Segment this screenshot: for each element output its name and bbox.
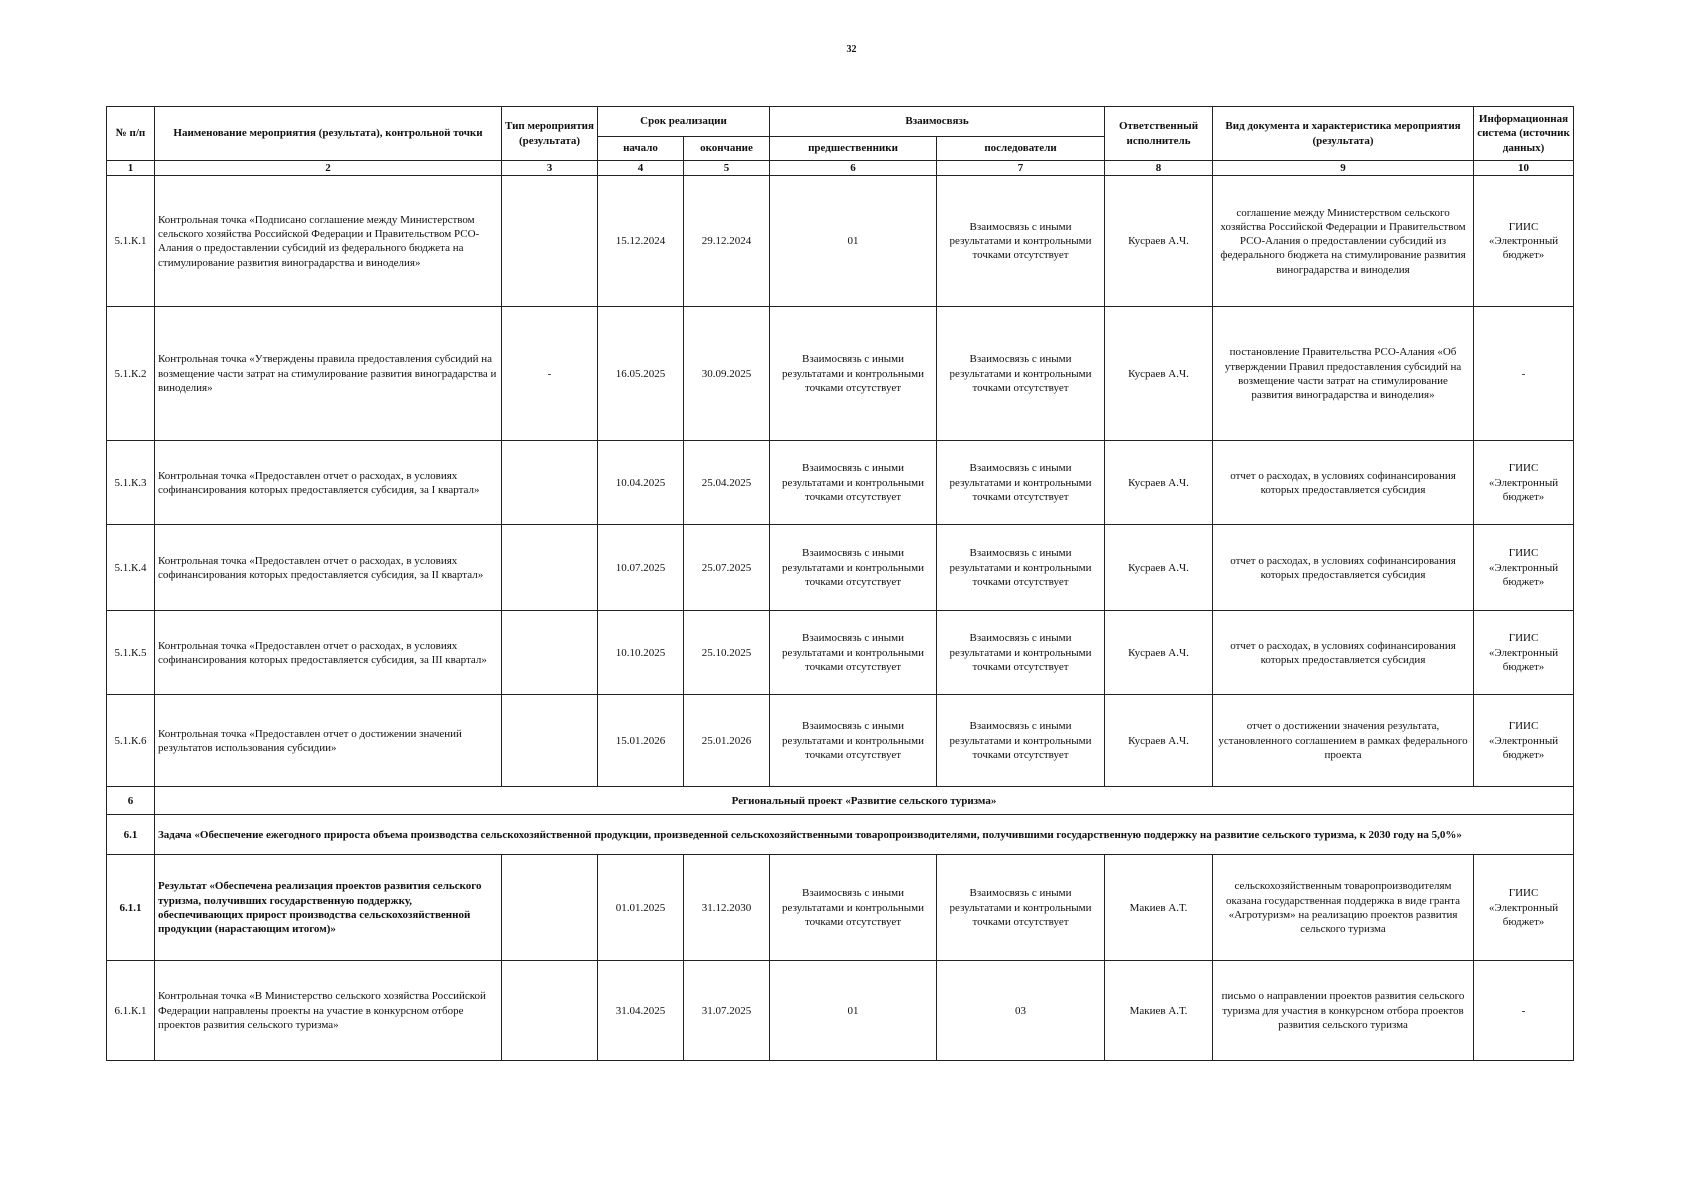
row-info: - bbox=[1474, 961, 1574, 1061]
row-doc: отчет о расходах, в условиях софинансирования которых предоставляется субсидия bbox=[1213, 525, 1474, 611]
row-predecessors: Взаимосвязь с иными результатами и контрольными точками отсутствует bbox=[770, 611, 937, 695]
row-doc: постановление Правительства РСО-Алания «Об утверждении Правил предоставления субсидий на возмещение части затрат на стимулирование развития виноградарства и виноделия» bbox=[1213, 307, 1474, 441]
row-type bbox=[502, 855, 598, 961]
header-responsible: Ответственный исполнитель bbox=[1105, 107, 1213, 161]
column-number: 9 bbox=[1213, 161, 1474, 176]
row-successors: Взаимосвязь с иными результатами и контрольными точками отсутствует bbox=[937, 695, 1105, 787]
row-type bbox=[502, 176, 598, 307]
row-name: Контрольная точка «Предоставлен отчет о достижении значений результатов использования субсидии» bbox=[155, 695, 502, 787]
row-end: 25.10.2025 bbox=[684, 611, 770, 695]
row-start: 16.05.2025 bbox=[598, 307, 684, 441]
row-responsible: Кусраев А.Ч. bbox=[1105, 695, 1213, 787]
row-end: 31.07.2025 bbox=[684, 961, 770, 1061]
row-successors: Взаимосвязь с иными результатами и контрольными точками отсутствует bbox=[937, 307, 1105, 441]
header-relation: Взаимосвязь bbox=[770, 107, 1105, 137]
row-predecessors: Взаимосвязь с иными результатами и контрольными точками отсутствует bbox=[770, 855, 937, 961]
header-doc: Вид документа и характеристика мероприятия (результата) bbox=[1213, 107, 1474, 161]
row-predecessors: 01 bbox=[770, 961, 937, 1061]
row-num: 6.1.К.1 bbox=[107, 961, 155, 1061]
row-successors: Взаимосвязь с иными результатами и контрольными точками отсутствует bbox=[937, 176, 1105, 307]
row-num: 5.1.К.6 bbox=[107, 695, 155, 787]
row-num: 5.1.К.4 bbox=[107, 525, 155, 611]
row-end: 30.09.2025 bbox=[684, 307, 770, 441]
row-successors: Взаимосвязь с иными результатами и контрольными точками отсутствует bbox=[937, 525, 1105, 611]
row-info: ГИИС «Электронный бюджет» bbox=[1474, 695, 1574, 787]
row-responsible: Кусраев А.Ч. bbox=[1105, 441, 1213, 525]
row-info: ГИИС «Электронный бюджет» bbox=[1474, 855, 1574, 961]
row-predecessors: 01 bbox=[770, 176, 937, 307]
table-row bbox=[107, 307, 1574, 441]
row-start: 10.10.2025 bbox=[598, 611, 684, 695]
row-name: Контрольная точка «Утверждены правила предоставления субсидий на возмещение части затрат на стимулирование развития виноградарства и виноделия» bbox=[155, 307, 502, 441]
row-name: Результат «Обеспечена реализация проектов развития сельского туризма, получивших государственную поддержку, обеспечивающих прирост производства сельскохозяйственной продукции (нарастающим итогом)» bbox=[155, 855, 502, 961]
row-end: 25.01.2026 bbox=[684, 695, 770, 787]
row-doc: отчет о расходах, в условиях софинансирования которых предоставляется субсидия bbox=[1213, 441, 1474, 525]
row-type bbox=[502, 695, 598, 787]
header-predecessors: предшественники bbox=[770, 137, 937, 161]
header-start: начало bbox=[598, 137, 684, 161]
column-number: 8 bbox=[1105, 161, 1213, 176]
row-doc: письмо о направлении проектов развития сельского туризма для участия в конкурсном отбора проектов развития сельского туризма bbox=[1213, 961, 1474, 1061]
row-type bbox=[502, 525, 598, 611]
row-responsible: Кусраев А.Ч. bbox=[1105, 611, 1213, 695]
section-title: Региональный проект «Развитие сельского туризма» bbox=[155, 787, 1574, 815]
row-responsible: Макиев А.Т. bbox=[1105, 961, 1213, 1061]
column-number: 4 bbox=[598, 161, 684, 176]
row-start: 01.01.2025 bbox=[598, 855, 684, 961]
row-predecessors: Взаимосвязь с иными результатами и контрольными точками отсутствует bbox=[770, 695, 937, 787]
task-row bbox=[107, 815, 1574, 855]
row-info: - bbox=[1474, 307, 1574, 441]
header-type: Тип мероприятия (результата) bbox=[502, 107, 598, 161]
row-start: 15.12.2024 bbox=[598, 176, 684, 307]
row-name: Контрольная точка «Подписано соглашение между Министерством сельского хозяйства Российской Федерации и Правительством РСО-Алания о предоставлении субсидий из федерального бюджета на стимулирование развития виноградарства и виноделия» bbox=[155, 176, 502, 307]
row-num: 5.1.К.2 bbox=[107, 307, 155, 441]
section-num: 6 bbox=[107, 787, 155, 815]
row-start: 10.07.2025 bbox=[598, 525, 684, 611]
row-num: 5.1.К.5 bbox=[107, 611, 155, 695]
column-number: 7 bbox=[937, 161, 1105, 176]
row-name: Контрольная точка «Предоставлен отчет о расходах, в условиях софинансирования которых предоставляется субсидия, за II квартал» bbox=[155, 525, 502, 611]
row-type bbox=[502, 961, 598, 1061]
row-end: 29.12.2024 bbox=[684, 176, 770, 307]
header-successors: последователи bbox=[937, 137, 1105, 161]
row-doc: сельскохозяйственным товаропроизводителям оказана государственная поддержка в виде гранта «Агротуризм» на реализацию проектов развития сельского туризма bbox=[1213, 855, 1474, 961]
row-end: 25.07.2025 bbox=[684, 525, 770, 611]
column-number: 3 bbox=[502, 161, 598, 176]
column-numbers-row bbox=[107, 161, 1574, 176]
row-start: 10.04.2025 bbox=[598, 441, 684, 525]
column-number: 2 bbox=[155, 161, 502, 176]
row-info: ГИИС «Электронный бюджет» bbox=[1474, 611, 1574, 695]
table-row bbox=[107, 525, 1574, 611]
header-info: Информационная система (источник данных) bbox=[1474, 107, 1574, 161]
row-num: 5.1.К.3 bbox=[107, 441, 155, 525]
row-successors: 03 bbox=[937, 961, 1105, 1061]
row-successors: Взаимосвязь с иными результатами и контрольными точками отсутствует bbox=[937, 855, 1105, 961]
table-row bbox=[107, 695, 1574, 787]
header-period: Срок реализации bbox=[598, 107, 770, 137]
table-row bbox=[107, 441, 1574, 525]
header-name: Наименование мероприятия (результата), контрольной точки bbox=[155, 107, 502, 161]
task-num: 6.1 bbox=[107, 815, 155, 855]
column-number: 5 bbox=[684, 161, 770, 176]
page-number: 32 bbox=[846, 44, 857, 55]
row-responsible: Макиев А.Т. bbox=[1105, 855, 1213, 961]
task-title: Задача «Обеспечение ежегодного прироста объема производства сельскохозяйственной продукции, произведенной сельскохозяйственными товаропроизводителями, получившими государственную поддержку на развитие сельского туризма, к 2030 году на 5,0%» bbox=[155, 815, 1574, 855]
row-info: ГИИС «Электронный бюджет» bbox=[1474, 441, 1574, 525]
row-name: Контрольная точка «Предоставлен отчет о расходах, в условиях софинансирования которых предоставляется субсидия, за III квартал» bbox=[155, 611, 502, 695]
column-number: 6 bbox=[770, 161, 937, 176]
row-type bbox=[502, 441, 598, 525]
column-number: 10 bbox=[1474, 161, 1574, 176]
row-num: 6.1.1 bbox=[107, 855, 155, 961]
row-predecessors: Взаимосвязь с иными результатами и контрольными точками отсутствует bbox=[770, 307, 937, 441]
row-type bbox=[502, 611, 598, 695]
row-doc: соглашение между Министерством сельского хозяйства Российской Федерации и Правительством РСО-Алания о предоставлении субсидий из федерального бюджета на стимулирование развития виноградарства и виноделия bbox=[1213, 176, 1474, 307]
implementation-plan-table bbox=[106, 106, 1574, 1061]
row-name: Контрольная точка «Предоставлен отчет о расходах, в условиях софинансирования которых предоставляется субсидия, за I квартал» bbox=[155, 441, 502, 525]
row-responsible: Кусраев А.Ч. bbox=[1105, 176, 1213, 307]
row-type: - bbox=[502, 307, 598, 441]
table-row bbox=[107, 176, 1574, 307]
row-start: 31.04.2025 bbox=[598, 961, 684, 1061]
row-end: 31.12.2030 bbox=[684, 855, 770, 961]
row-info: ГИИС «Электронный бюджет» bbox=[1474, 525, 1574, 611]
table-row bbox=[107, 855, 1574, 961]
row-doc: отчет о достижении значения результата, установленного соглашением в рамках федерального проекта bbox=[1213, 695, 1474, 787]
row-predecessors: Взаимосвязь с иными результатами и контрольными точками отсутствует bbox=[770, 441, 937, 525]
section-row bbox=[107, 787, 1574, 815]
header-num: № п/п bbox=[107, 107, 155, 161]
row-end: 25.04.2025 bbox=[684, 441, 770, 525]
row-successors: Взаимосвязь с иными результатами и контрольными точками отсутствует bbox=[937, 441, 1105, 525]
row-responsible: Кусраев А.Ч. bbox=[1105, 525, 1213, 611]
column-number: 1 bbox=[107, 161, 155, 176]
row-info: ГИИС «Электронный бюджет» bbox=[1474, 176, 1574, 307]
row-start: 15.01.2026 bbox=[598, 695, 684, 787]
row-num: 5.1.К.1 bbox=[107, 176, 155, 307]
row-responsible: Кусраев А.Ч. bbox=[1105, 307, 1213, 441]
row-successors: Взаимосвязь с иными результатами и контрольными точками отсутствует bbox=[937, 611, 1105, 695]
header-end: окончание bbox=[684, 137, 770, 161]
row-name: Контрольная точка «В Министерство сельского хозяйства Российской Федерации направлены проекты на участие в конкурсном отборе проектов развития сельского туризма» bbox=[155, 961, 502, 1061]
table-row bbox=[107, 961, 1574, 1061]
table-row bbox=[107, 611, 1574, 695]
row-predecessors: Взаимосвязь с иными результатами и контрольными точками отсутствует bbox=[770, 525, 937, 611]
row-doc: отчет о расходах, в условиях софинансирования которых предоставляется субсидия bbox=[1213, 611, 1474, 695]
